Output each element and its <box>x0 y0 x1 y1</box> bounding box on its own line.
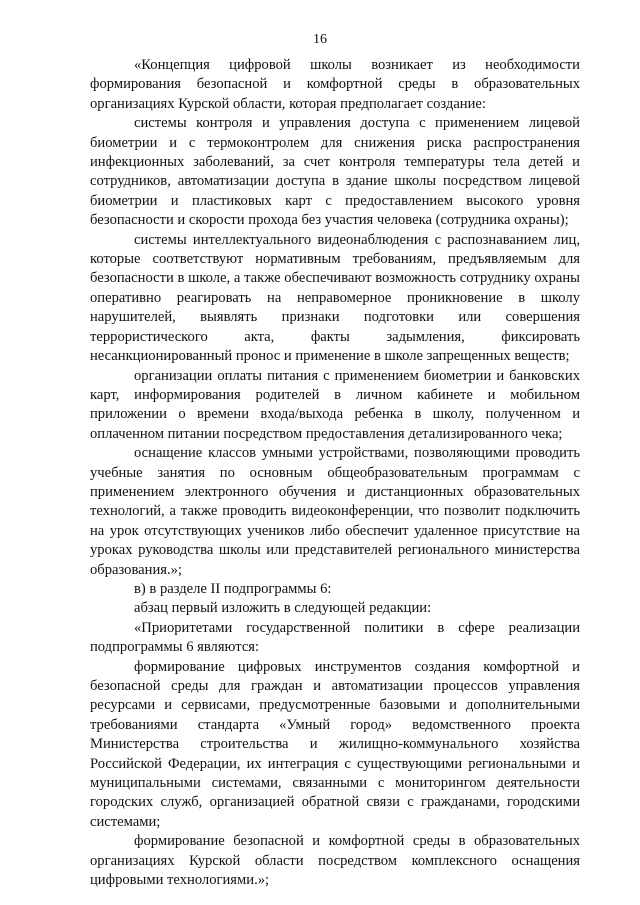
paragraph-meal-payment: организации оплаты питания с применением биометрии и банковских карт, информирования родителей в личном кабинете и мобильном приложении о времени входа/выхода ребенка в школу, полученном и оплаченном питании посредством предоставления детализированного чека; <box>90 367 580 442</box>
page-number: 16 <box>313 32 327 47</box>
paragraph-first-abzac: абзац первый изложить в следующей редакции: <box>134 600 432 617</box>
paragraph-digital-tools: формирование цифровых инструментов создания комфортной и безопасной среды для граждан и автоматизации процессов управления ресурсами и сервисами, предусмотренные базовыми и дополнительными требованиями стандарта «Умный город» ведомственного проекта Министерства строительства и жилищно-коммунального хозяйства Российской Федерации, их интеграция с существующими региональными и муниципальными системами, связанными с мониторингом деятельности городских служб, организацией обратной связи с гражданами, городскими системами; <box>90 658 580 830</box>
paragraph-access-control: системы контроля и управления доступа с применением лицевой биометрии и с термоконтролем для снижения риска распространения инфекционных заболеваний, за счет контроля температуры тела детей и сотрудников, автоматизации доступа в здание школы посредством лицевой биометрии и пластиковых карт с предоставлением высокого уровня безопасности и скорости прохода без участия человека (сотрудника охраны); <box>90 115 580 229</box>
paragraph-priorities: «Приоритетами государственной политики в сфере реализации подпрограммы 6 являются: <box>90 619 580 656</box>
paragraph-concept-intro: «Концепция цифровой школы возникает из необходимости формирования безопасной и комфортной среды в образовательных организациях Курской области, которая предполагает создание: <box>90 57 580 112</box>
document-body <box>90 56 580 890</box>
paragraph-smart-classrooms: оснащение классов умными устройствами, позволяющими проводить учебные занятия по основным общеобразовательным программам с применением электронного обучения и дистанционных образовательных технологий, а также проводить видеоконференции, что позволит подключить на урок отсутствующих учеников либо обеспечит удаленное присутствие на уроках руководства школы или представителей регионального министерства образования.»; <box>90 445 580 578</box>
paragraph-video-surveillance: системы интеллектуального видеонаблюдения с распознаванием лиц, которые соответствуют нормативным требованиям, предъявляемым для безопасности в школе, а также обеспечивают возможность сотруднику охраны оперативно реагировать на неправомерное проникновение в школу нарушителей, выявлять признаки подготовки или совершения террористического акта, факты задымления, фиксировать несанкционированный пронос и применение в школе запрещенных веществ; <box>90 231 580 365</box>
paragraph-safe-environment: формирование безопасной и комфортной среды в образовательных организациях Курской области посредством комплексного оснащения цифровыми технологиями.»; <box>90 833 580 889</box>
paragraph-section-ii: в) в разделе II подпрограммы 6: <box>134 580 332 597</box>
